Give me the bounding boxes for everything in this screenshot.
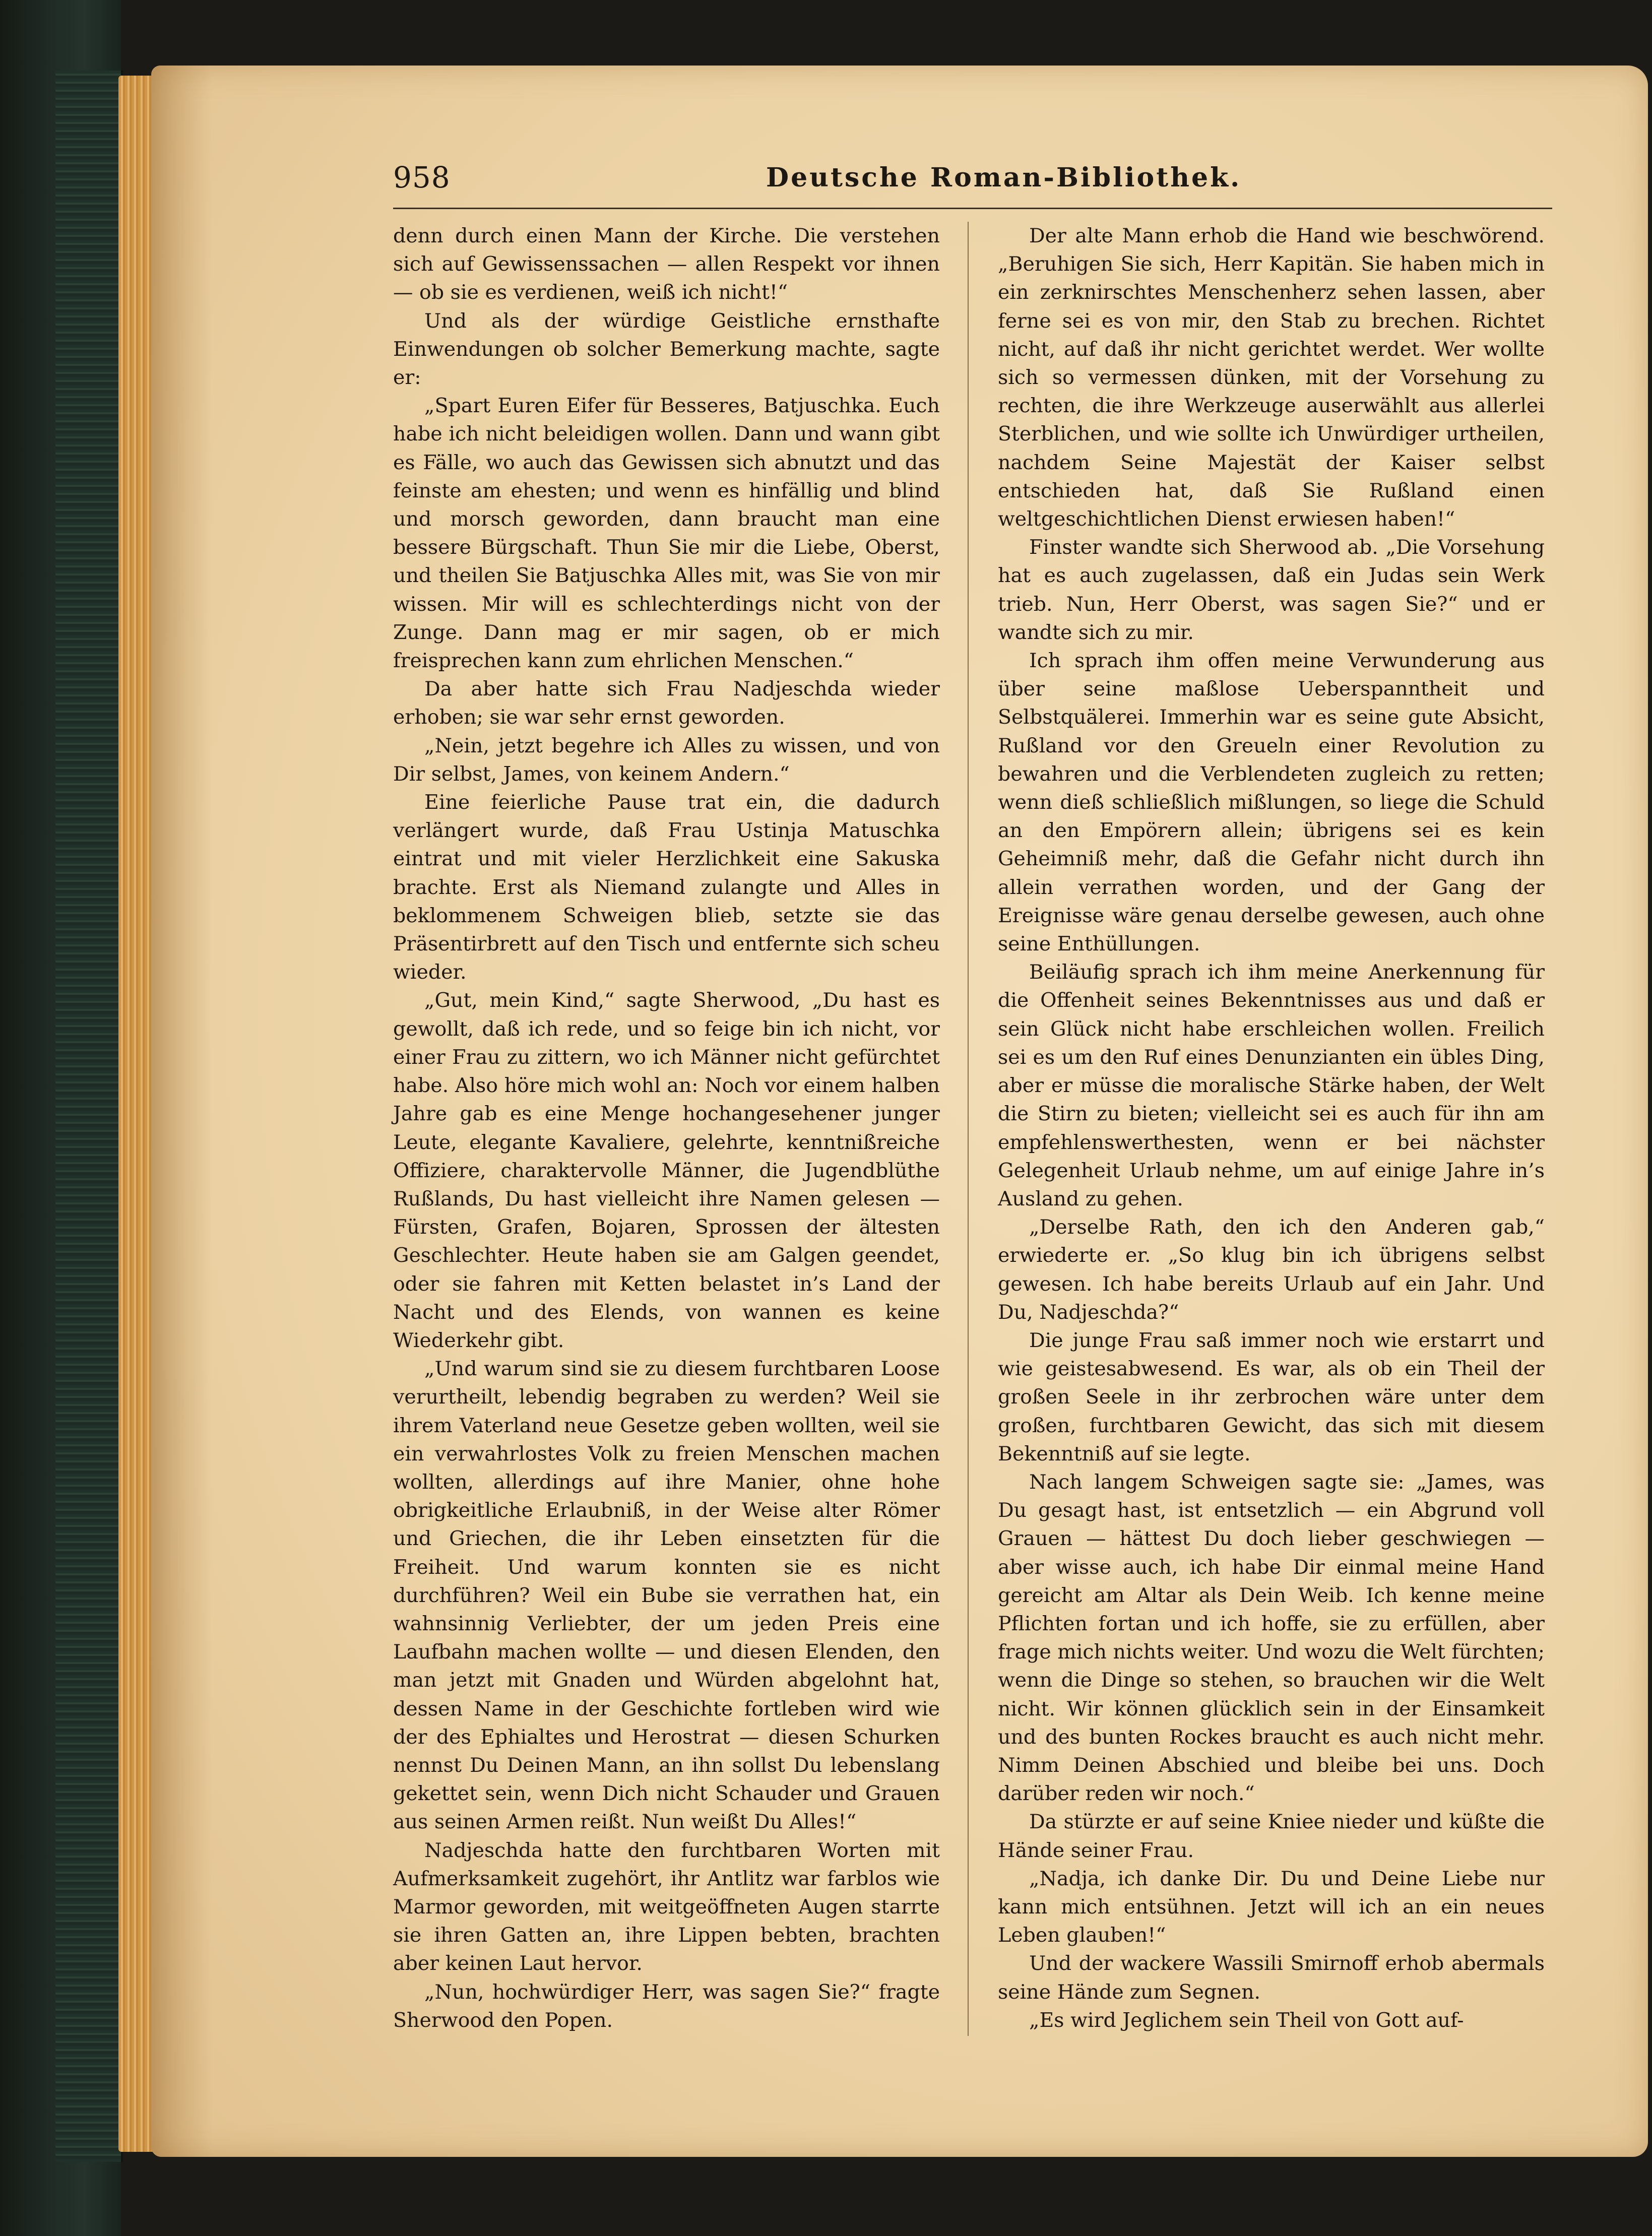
book-spine [55, 71, 123, 2162]
paragraph: „Nein, jetzt begehre ich Alles zu wissen, und von Dir selbst, James, von keinem Andern.“ [393, 734, 940, 786]
paragraph: Eine feierliche Pause trat ein, die dadurch verlängert wurde, daß Frau Ustinja Matuschka eintrat und mit vieler Herzlichkeit eine Sakuska brachte. Erst als Niemand zulangte und Alles in beklommenem Schweigen blieb, setzte sie das Präsentirbrett auf den Tisch und entfernte sich scheu wieder. [393, 791, 940, 984]
paragraph: „Derselbe Rath, den ich den Anderen gab,“ erwiederte er. „So klug bin ich übrigens selbst gewesen. Ich habe bereits Urlaub auf ein Jahr. Und Du, Nadjeschda?“ [998, 1216, 1545, 1324]
paragraph: Nach langem Schweigen sagte sie: „James, was Du gesagt hast, ist entsetzlich — ein Abgrund voll Grauen — hättest Du doch lieber geschwiegen — aber wisse auch, ich habe Dir einmal meine Hand gereicht am Altar als Dein Weib. Ich kenne meine Pflichten fortan und ich hoffe, sie zu erfüllen, aber frage mich nichts weiter. Und wozu die Welt fürchten; wenn die Dinge so stehen, so brauchen wir die Welt nicht. Wir können glücklich sein in der Einsamkeit und des bunten Rockes braucht es auch nicht mehr. Nimm Deinen Abschied und bleibe bei uns. Doch darüber reden wir noch.“ [998, 1470, 1545, 1806]
paragraph: „Gut, mein Kind,“ sagte Sherwood, „Du hast es gewollt, daß ich rede, und so feige bin ich nicht, vor einer Frau zu zittern, wo ich Männer nicht gefürchtet habe. Also höre mich wohl an: Noch vor einem halben Jahre gab es eine Menge hochangesehener junger Leute, elegante Kavaliere, gelehrte, kenntnißreiche Offiziere, charaktervolle Männer, die Jugendblüthe Rußlands, Du hast vielleicht ihre Namen gelesen — Fürsten, Grafen, Bojaren, Sprossen der ältesten Geschlechter. Heute haben sie am Galgen geendet, oder sie fahren mit Ketten belastet in’s Land der Nacht und des Elends, von wannen es keine Wiederkehr gibt. [393, 989, 940, 1352]
page-number: 958 [393, 160, 451, 195]
header-rule [393, 208, 1552, 209]
paragraph: Die junge Frau saß immer noch wie erstarrt und wie geistesabwesend. Es war, als ob ein Theil der großen Seele in ihr zerbrochen wäre unter dem großen, furchtbaren Gewicht, das sich mit diesem Bekenntniß auf sie legte. [998, 1328, 1545, 1465]
paragraph: „Es wird Jeglichem sein Theil von Gott auf- [1029, 2008, 1464, 2032]
page-gutter-shade [151, 66, 212, 2157]
paragraph: Und als der würdige Geistliche ernsthafte Einwendungen ob solcher Bemerkung machte, sagte er: [393, 309, 940, 390]
paragraph: Finster wandte sich Sherwood ab. „Die Vorsehung hat es auch zugelassen, daß ein Judas sein Werk trieb. Nun, Herr Oberst, was sagen Sie?“ und er wandte sich zu mir. [998, 536, 1545, 644]
paragraph: Der alte Mann erhob die Hand wie beschwörend. „Beruhigen Sie sich, Herr Kapitän. Sie haben mich in ein zerknirschtes Menschenherz sehen lassen, aber ferne sei es von mir, den Stab zu brechen. Richtet nicht, auf daß ihr nicht gerichtet werdet. Wer wollte sich so vermessen dünken, mit der Vorsehung zu rechten, die ihre Werkzeuge auserwählt aus allerlei Sterblichen, und wie sollte ich Unwürdiger urtheilen, nachdem Seine Majestät der Kaiser selbst entschieden hat, daß Sie Rußland einen weltgeschichtlichen Dienst erwiesen haben!“ [998, 224, 1545, 531]
left-column [393, 222, 940, 2034]
paragraph: Da aber hatte sich Frau Nadjeschda wieder erhoben; sie war sehr ernst geworden. [393, 677, 940, 729]
paragraph: Ich sprach ihm offen meine Verwunderung aus über seine maßlose Ueberspanntheit und Selbstquälerei. Immerhin war es seine gute Absicht, Rußland vor den Greueln einer Revolution zu bewahren und die Verblendeten zugleich zu retten; wenn dieß schließlich mißlungen, so liege die Schuld an den Empörern allein; übrigens sei es kein Geheimniß mehr, daß die Gefahr nicht durch ihn allein verrathen worden, und der Gang der Ereignisse wäre genau derselbe gewesen, auch ohne seine Enthüllungen. [998, 649, 1545, 956]
paragraph: Und der wackere Wassili Smirnoff erhob abermals seine Hände zum Segnen. [998, 1952, 1545, 2004]
column-divider [968, 222, 969, 2036]
paragraph: Beiläufig sprach ich ihm meine Anerkennung für die Offenheit seines Bekenntnisses aus und daß er sein Glück nicht habe erschleichen wollen. Freilich sei es um den Ruf eines Denunzianten ein übles Ding, aber er müsse die moralische Stärke haben, der Welt die Stirn zu bieten; vielleicht sei es auch für ihn am empfehlenswerthesten, wenn er bei nächster Gelegenheit Urlaub nehme, um auf einige Jahre in’s Ausland zu gehen. [998, 961, 1545, 1210]
right-column [998, 222, 1545, 2034]
paragraph: denn durch einen Mann der Kirche. Die verstehen sich auf Gewissenssachen — allen Respekt vor ihnen — ob sie es verdienen, weiß ich nicht!“ [393, 224, 940, 304]
paragraph: „Und warum sind sie zu diesem furchtbaren Loose verurtheilt, lebendig begraben zu werden? Weil sie ihrem Vaterland neue Gesetze geben wollten, weil sie ein verwahrlostes Volk zu freien Menschen machen wollten, allerdings auf ihre Manier, ohne hohe obrigkeitliche Erlaubniß, in der Weise alter Römer und Griechen, die ihr Leben einsetzten für die Freiheit. Und warum konnten sie es nicht durchführen? Weil ein Bube sie verrathen hat, ein wahnsinnig Verliebter, der um jeden Preis eine Laufbahn machen wollte — und diesen Elenden, den man jetzt mit Gnaden und Würden abgelohnt hat, dessen Name in der Geschichte fortleben wird wie der des Ephialtes und Herostrat — diesen Schurken nennst Du Deinen Mann, an ihn sollst Du lebenslang gekettet sein, wenn Dich nicht Schauder und Grauen aus seinen Armen reißt. Nun weißt Du Alles!“ [393, 1357, 940, 1834]
paragraph: „Nun, hochwürdiger Herr, was sagen Sie?“ fragte Sherwood den Popen. [393, 1980, 940, 2032]
paragraph: „Nadja, ich danke Dir. Du und Deine Liebe nur kann mich entsühnen. Jetzt will ich an ein neues Leben glauben!“ [998, 1867, 1545, 1947]
paragraph: Da stürzte er auf seine Kniee nieder und küßte die Hände seiner Frau. [998, 1810, 1545, 1862]
paragraph: Nadjeschda hatte den furchtbaren Worten mit Aufmerksamkeit zugehört, ihr Antlitz war farblos wie Marmor geworden, mit weitgeöffneten Augen starrte sie ihren Gatten an, ihre Lippen bebten, brachten aber keinen Laut hervor. [393, 1838, 940, 1975]
running-title: Deutsche Roman-Bibliothek. [766, 162, 1242, 193]
paragraph: „Spart Euren Eifer für Besseres, Batjuschka. Euch habe ich nicht beleidigen wollen. Dann und wann gibt es Fälle, wo auch das Gewissen sich abnutzt und das feinste am ehesten; und wenn es hinfällig und blind und morsch geworden, dann braucht man eine bessere Bürgschaft. Thun Sie mir die Liebe, Oberst, und theilen Sie Batjuschka Alles mit, was Sie von mir wissen. Mir will es schlechterdings nicht von der Zunge. Dann mag er mir sagen, ob er mich freisprechen kann zum ehrlichen Menschen.“ [393, 394, 940, 673]
